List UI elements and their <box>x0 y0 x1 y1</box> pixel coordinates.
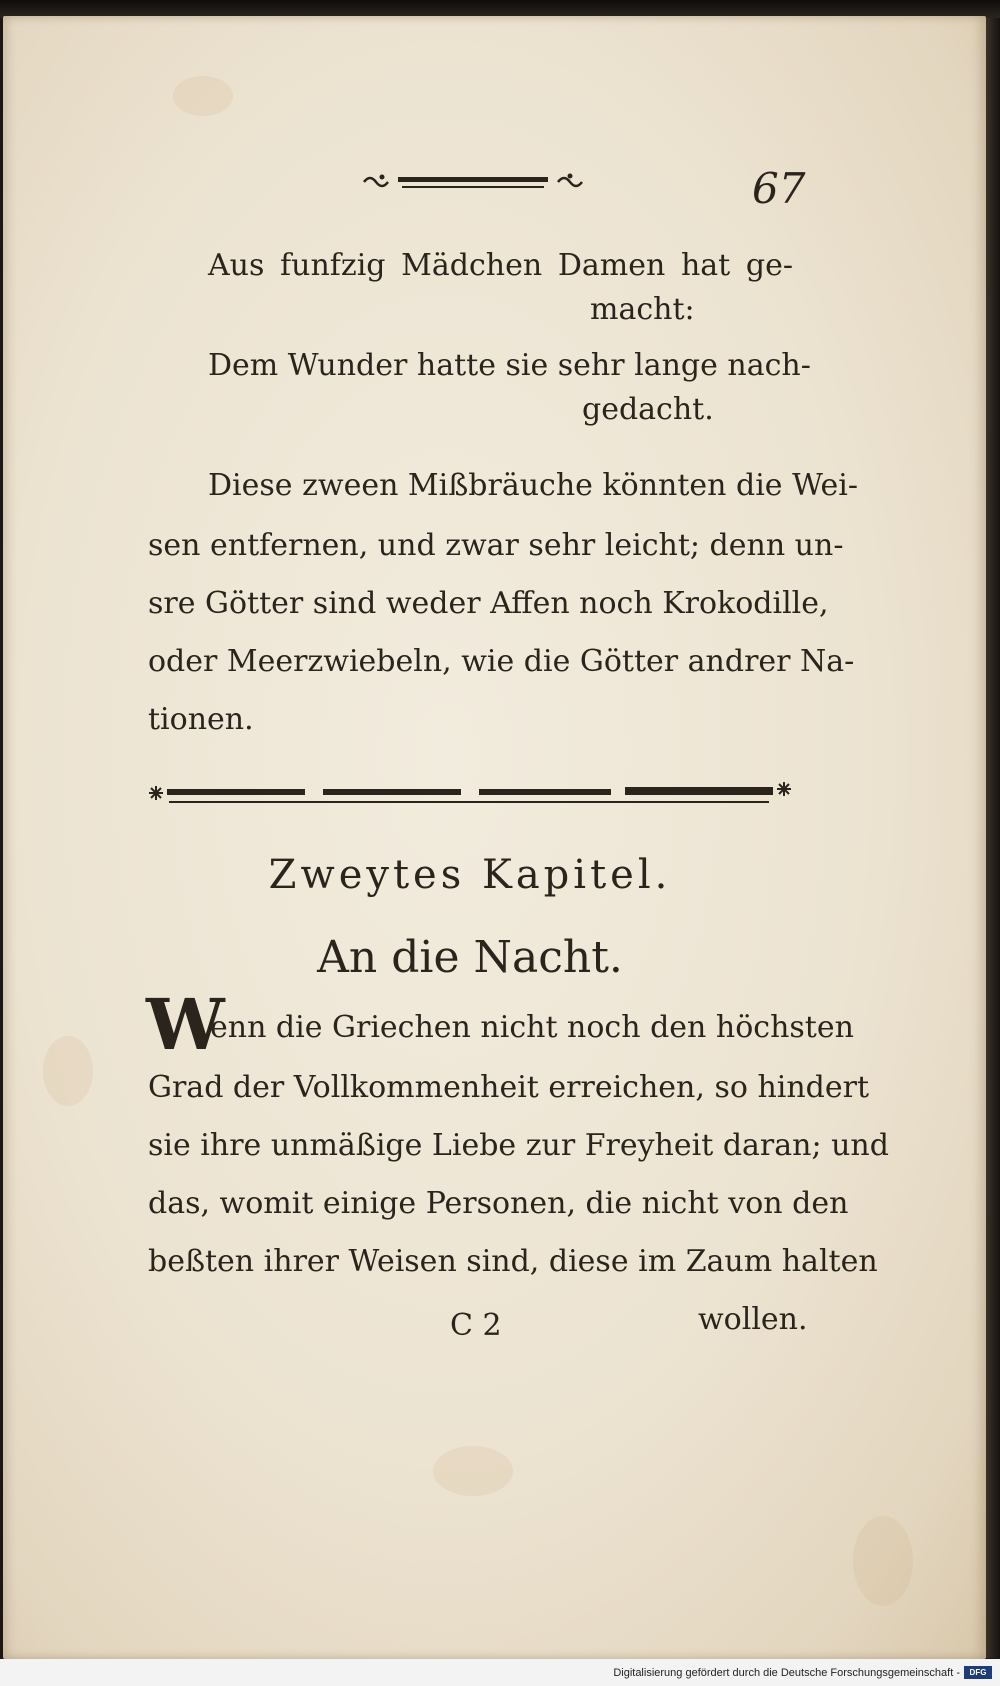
dfg-logo: DFG <box>964 1666 992 1679</box>
verse-line-2: Dem Wunder hatte sie sehr lange nach- <box>208 348 811 383</box>
chapter-heading: Zweytes Kapitel. <box>268 852 672 898</box>
digitization-footer <box>0 1659 1000 1686</box>
verse-turnover-2: gedacht. <box>582 392 714 427</box>
footer-credit: Digitalisierung gefördert durch die Deutsche Forschungsgemeinschaft - <box>613 1667 960 1679</box>
verse-turnover-1: macht: <box>590 292 695 327</box>
paragraph-line: enn die Griechen nicht noch den höchsten <box>210 1010 854 1045</box>
page-number: 67 <box>752 164 806 213</box>
section-divider-ornament <box>145 779 795 811</box>
paragraph-line: das, womit einige Personen, die nicht von den <box>148 1186 849 1221</box>
verse-line-1: Aus funfzig Mädchen Damen hat ge- <box>208 248 793 283</box>
paragraph-line: sen entfernen, und zwar sehr leicht; denn un- <box>148 528 844 563</box>
page-edge-shadow <box>986 18 1000 1658</box>
paper-stain <box>43 1036 93 1106</box>
paragraph-line: beßten ihrer Weisen sind, diese im Zaum halten <box>148 1244 878 1279</box>
paper-stain <box>853 1516 913 1606</box>
chapter-title: An die Nacht. <box>317 932 623 983</box>
paragraph-line: tionen. <box>148 702 254 737</box>
paper-stain <box>173 76 233 116</box>
paragraph-line: sre Götter sind weder Affen noch Krokodille, <box>148 586 829 621</box>
paper-stain <box>433 1446 513 1496</box>
paragraph-line: oder Meerzwiebeln, wie die Götter andrer Na- <box>148 644 855 679</box>
drop-capital: W <box>146 983 225 1066</box>
top-ornament-rule <box>362 168 588 198</box>
paragraph-line: Grad der Vollkommenheit erreichen, so hindert <box>148 1070 870 1105</box>
paragraph-line: Diese zween Mißbräuche könnten die Wei- <box>208 468 858 503</box>
catchword: wollen. <box>698 1302 808 1337</box>
paragraph-line: sie ihre unmäßige Liebe zur Freyheit daran; und <box>148 1128 889 1163</box>
signature-mark: C 2 <box>450 1308 502 1343</box>
